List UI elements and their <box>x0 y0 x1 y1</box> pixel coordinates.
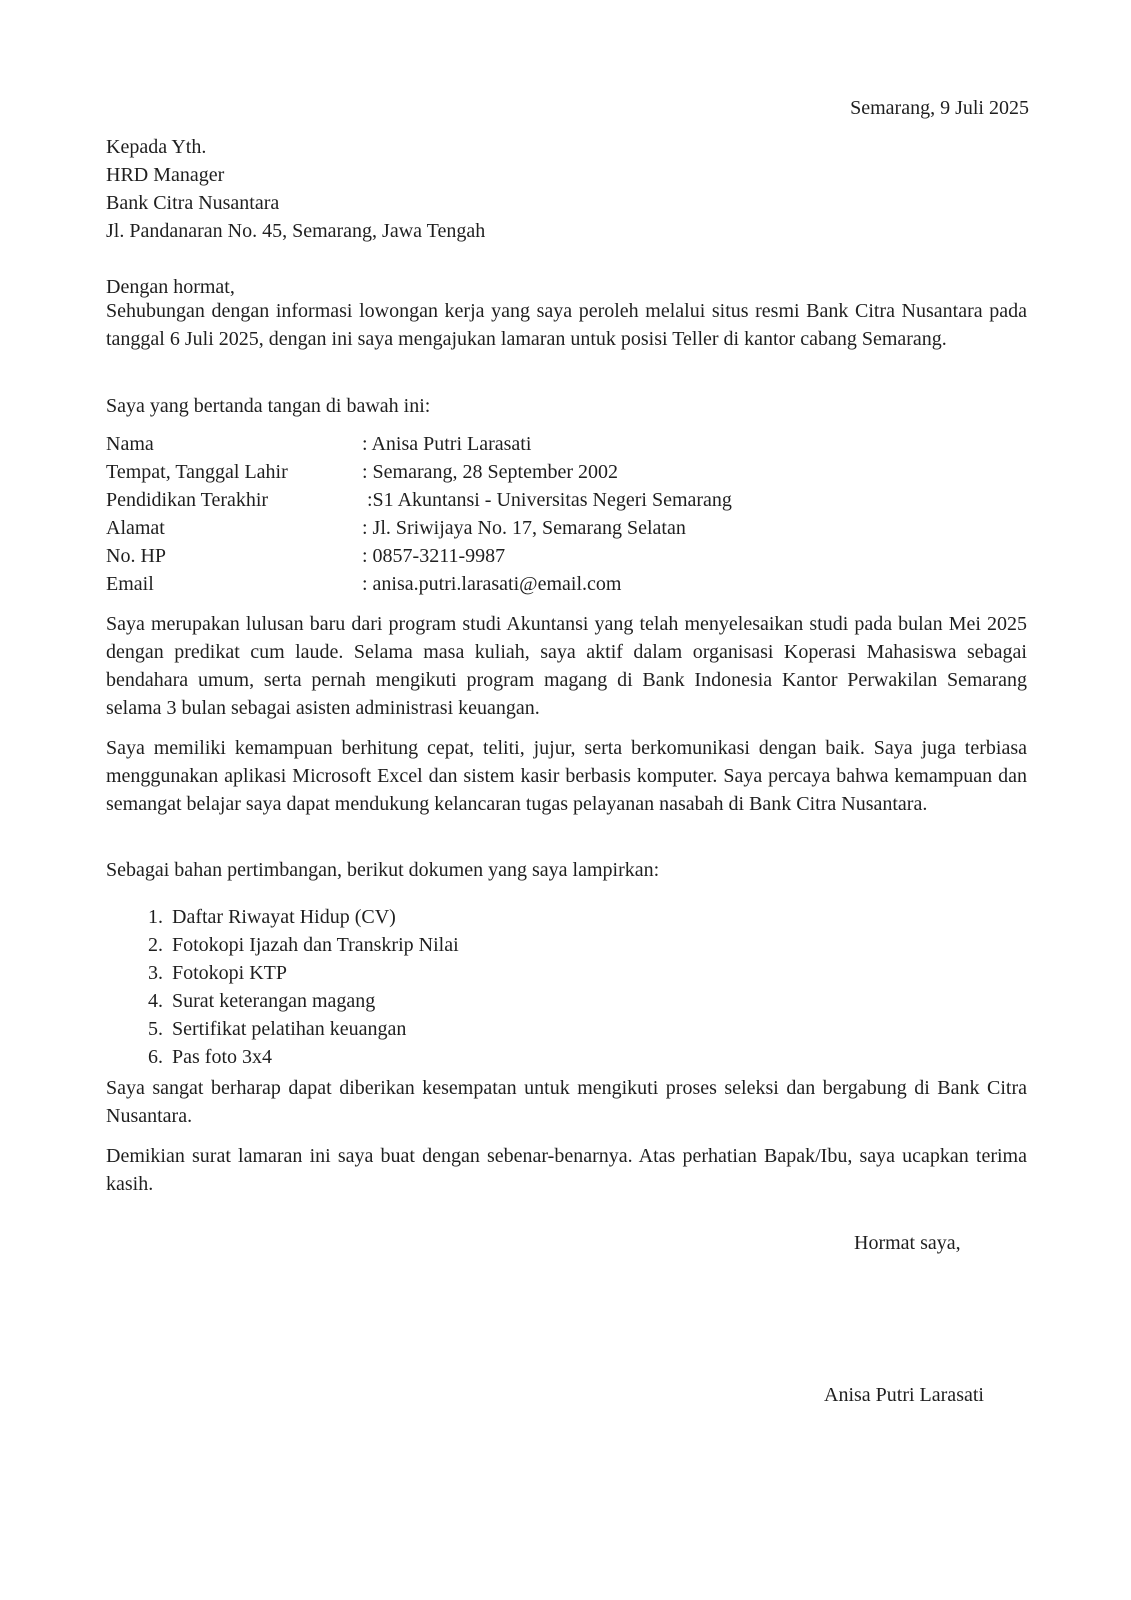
info-row-education <box>106 486 732 514</box>
skills-paragraph: Saya memiliki kemampuan berhitung cepat, teliti, jujur, serta berkomunikasi dengan baik. Saya juga terbiasa menggunakan aplikasi Microsoft Excel dan sistem kasir berbasis komputer. Saya percaya bahwa kemampuan dan semangat belajar saya dapat mendukung kelancaran tugas pelayanan nasabah di Bank Citra Nusantara. <box>106 737 1027 815</box>
list-item-number: 6. <box>148 1046 163 1068</box>
list-item <box>148 959 459 987</box>
info-label: No. HP <box>106 545 167 567</box>
recipient-title: HRD Manager <box>106 164 225 186</box>
info-value: : Jl. Sriwijaya No. 17, Semarang Selatan <box>362 517 686 539</box>
closing-salutation: Hormat saya, <box>854 1232 961 1254</box>
list-item-number: 4. <box>148 990 163 1012</box>
info-row-phone <box>106 542 732 570</box>
info-label: Alamat <box>106 517 165 539</box>
closing-paragraph: Demikian surat lamaran ini saya buat dengan sebenar-benarnya. Atas perhatian Bapak/Ibu, saya ucapkan terima kasih. <box>106 1145 1027 1195</box>
list-item-number: 3. <box>148 962 163 984</box>
info-label: Pendidikan Terakhir <box>106 489 269 511</box>
recipient-salutation: Kepada Yth. <box>106 136 207 158</box>
info-row-address <box>106 514 732 542</box>
greeting: Dengan hormat, <box>106 276 235 298</box>
list-item <box>148 1043 459 1071</box>
list-item-number: 2. <box>148 934 163 956</box>
list-item <box>148 1015 459 1043</box>
info-label: Tempat, Tanggal Lahir <box>106 461 288 483</box>
info-value: :S1 Akuntansi - Universitas Negeri Semarang <box>362 489 732 511</box>
info-label: Email <box>106 573 154 595</box>
list-item-text: Surat keterangan magang <box>172 990 376 1012</box>
info-row-birth <box>106 458 732 486</box>
info-label: Nama <box>106 433 154 455</box>
attachments-list <box>148 903 459 1071</box>
background-paragraph: Saya merupakan lulusan baru dari program studi Akuntansi yang telah menyelesaikan studi pada bulan Mei 2025 dengan predikat cum laude. Selama masa kuliah, saya aktif dalam organisasi Koperasi Mahasiswa sebagai bendahara umum, serta pernah mengikuti program magang di Bank Indonesia Kantor Perwakilan Semarang selama 3 bulan sebagai asisten administrasi keuangan. <box>106 613 1027 719</box>
list-item-text: Daftar Riwayat Hidup (CV) <box>172 906 396 928</box>
list-item-text: Fotokopi KTP <box>172 962 288 984</box>
info-value: : anisa.putri.larasati@email.com <box>362 573 622 595</box>
attachments-intro: Sebagai bahan pertimbangan, berikut dokumen yang saya lampirkan: <box>106 859 660 881</box>
info-value: : Anisa Putri Larasati <box>362 433 532 455</box>
info-value: : 0857-3211-9987 <box>362 545 506 567</box>
hope-paragraph: Saya sangat berharap dapat diberikan kesempatan untuk mengikuti proses seleksi dan bergabung di Bank Citra Nusantara. <box>106 1077 1027 1127</box>
list-item-text: Sertifikat pelatihan keuangan <box>172 1018 407 1040</box>
list-item <box>148 987 459 1015</box>
undersigned-intro: Saya yang bertanda tangan di bawah ini: <box>106 395 431 417</box>
list-item <box>148 931 459 959</box>
recipient-company: Bank Citra Nusantara <box>106 192 280 214</box>
list-item-text: Fotokopi Ijazah dan Transkrip Nilai <box>172 934 459 956</box>
letter-date: Semarang, 9 Juli 2025 <box>850 97 1029 119</box>
list-item-number: 1. <box>148 906 163 928</box>
applicant-info-table <box>106 430 732 598</box>
signer-name: Anisa Putri Larasati <box>824 1384 984 1406</box>
list-item <box>148 903 459 931</box>
info-row-name <box>106 430 732 458</box>
intro-paragraph: Sehubungan dengan informasi lowongan kerja yang saya peroleh melalui situs resmi Bank Citra Nusantara pada tanggal 6 Juli 2025, dengan ini saya mengajukan lamaran untuk posisi Teller di kantor cabang Semarang. <box>106 300 1027 350</box>
recipient-block <box>106 133 485 245</box>
info-row-email <box>106 570 732 598</box>
recipient-address: Jl. Pandanaran No. 45, Semarang, Jawa Tengah <box>106 220 486 242</box>
list-item-number: 5. <box>148 1018 163 1040</box>
info-value: : Semarang, 28 September 2002 <box>362 461 619 483</box>
list-item-text: Pas foto 3x4 <box>172 1046 272 1068</box>
